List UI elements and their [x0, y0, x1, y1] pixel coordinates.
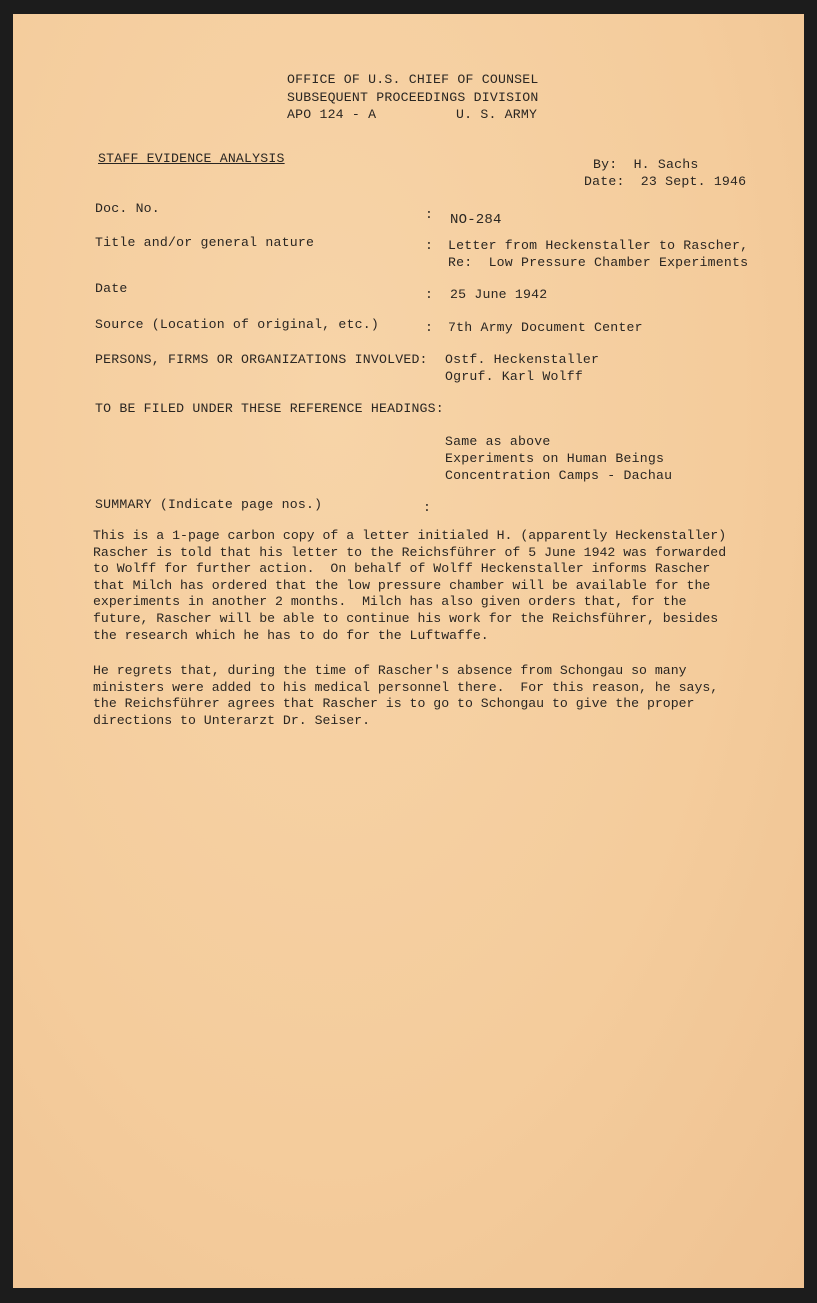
- summary-line: ministers were added to his medical personnel there. For this reason, he says,: [93, 679, 719, 695]
- date-label: Date: [95, 281, 128, 296]
- analyst-by: By: H. Sachs: [593, 157, 699, 172]
- document-page: [13, 14, 804, 1288]
- summary-line: He regrets that, during the time of Rascher's absence from Schongau so many: [93, 663, 687, 678]
- analysis-date: Date: 23 Sept. 1946: [584, 174, 747, 189]
- heading-item: Same as above: [445, 434, 551, 449]
- header-army: U. S. ARMY: [456, 107, 538, 122]
- analysis-title: STAFF EVIDENCE ANALYSIS: [98, 151, 285, 166]
- date-value: 25 June 1942: [450, 287, 548, 302]
- persons-value-1: Ostf. Heckenstaller: [445, 352, 600, 367]
- summary-line: that Milch has ordered that the low pressure chamber will be available for the: [93, 577, 711, 593]
- summary-line: to Wolff for further action. On behalf of Wolff Heckenstaller informs Rascher: [93, 561, 711, 577]
- persons-value-2: Ogruf. Karl Wolff: [445, 369, 583, 384]
- summary-paragraph-1: [93, 528, 763, 644]
- heading-item: Experiments on Human Beings: [445, 451, 665, 466]
- summary-line: experiments in another 2 months. Milch has also given orders that, for the: [93, 594, 687, 610]
- colon-sep: :: [425, 287, 434, 302]
- title-value-line2: Re: Low Pressure Chamber Experiments: [448, 255, 749, 270]
- colon-sep: :: [425, 238, 434, 253]
- summary-paragraph-2: [93, 663, 763, 729]
- summary-label: SUMMARY (Indicate page nos.): [95, 497, 323, 512]
- doc-no-label: Doc. No.: [95, 201, 160, 216]
- summary-line: directions to Unterarzt Dr. Seiser.: [93, 712, 370, 728]
- summary-line: Rascher is told that his letter to the Reichsführer of 5 June 1942 was forwarded: [93, 544, 727, 560]
- doc-no-value: NO-284: [450, 212, 502, 228]
- header-apo: APO 124 - A: [287, 107, 377, 122]
- source-value: 7th Army Document Center: [448, 320, 643, 335]
- colon-sep: :: [425, 320, 434, 335]
- header-office: OFFICE OF U.S. CHIEF OF COUNSEL: [287, 72, 539, 87]
- header-division: SUBSEQUENT PROCEEDINGS DIVISION: [287, 90, 539, 105]
- title-value-line1: Letter from Heckenstaller to Rascher,: [448, 238, 749, 253]
- headings-label: TO BE FILED UNDER THESE REFERENCE HEADINGS:: [95, 401, 444, 416]
- persons-label: PERSONS, FIRMS OR ORGANIZATIONS INVOLVED:: [95, 352, 428, 367]
- colon-sep: :: [423, 500, 432, 515]
- summary-line: future, Rascher will be able to continue his work for the Reichsführer, besides: [93, 610, 719, 626]
- heading-item: Concentration Camps - Dachau: [445, 468, 673, 483]
- source-label: Source (Location of original, etc.): [95, 317, 379, 332]
- summary-line: the research which he has to do for the Luftwaffe.: [93, 627, 489, 643]
- summary-line: This is a 1-page carbon copy of a letter initialed H. (apparently Heckenstaller): [93, 528, 727, 543]
- summary-line: the Reichsführer agrees that Rascher is to go to Schongau to give the proper: [93, 696, 695, 712]
- title-label: Title and/or general nature: [95, 235, 315, 250]
- colon-sep: :: [425, 207, 434, 222]
